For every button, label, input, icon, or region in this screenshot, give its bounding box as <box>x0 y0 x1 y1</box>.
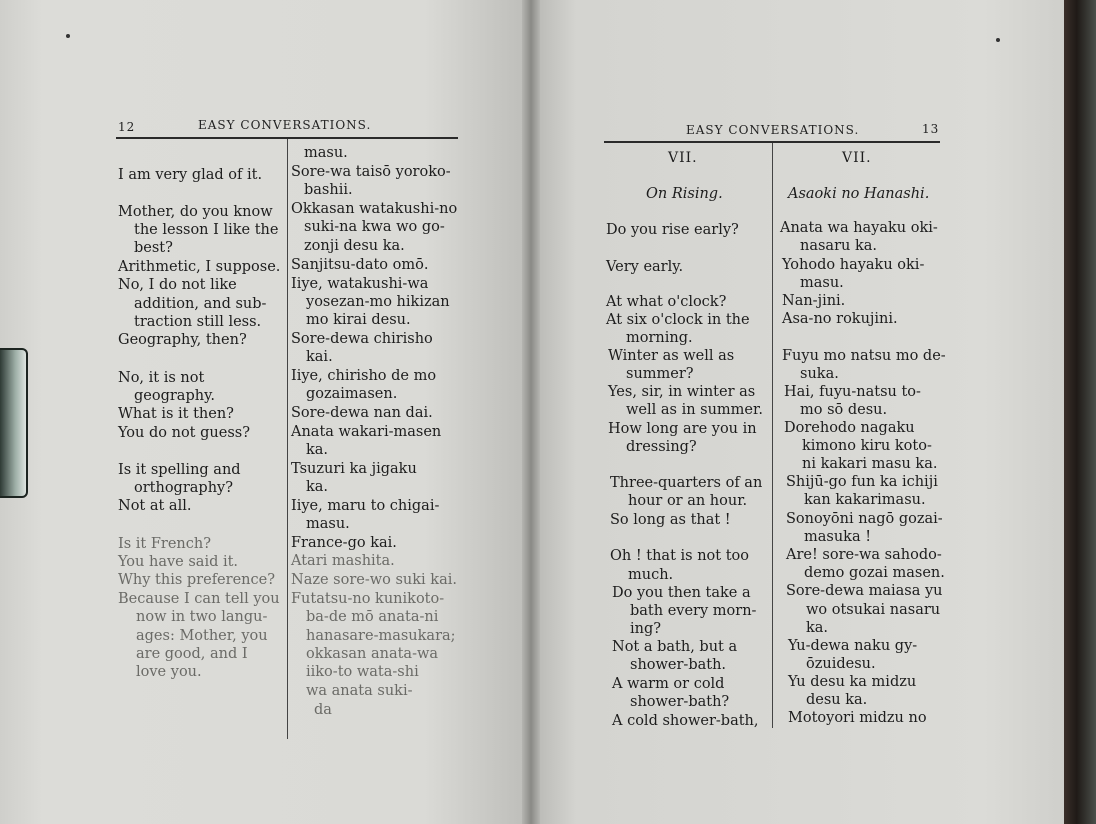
text-line: A warm or cold <box>612 676 725 692</box>
text-line: A cold shower-bath, <box>612 713 759 729</box>
text-line: masu. <box>800 275 844 291</box>
text-line: Yes, sir, in winter as <box>608 384 756 400</box>
text-line: masu. <box>306 516 350 532</box>
section-title-jp: Asaoki no Hanashi. <box>788 186 930 202</box>
text-line: ba-de mō anata-ni <box>306 609 439 625</box>
text-line: Anata wakari-masen <box>291 424 442 440</box>
text-line: Sanjitsu-dato omō. <box>291 257 429 273</box>
left-column-divider <box>287 139 288 739</box>
book-gutter <box>522 0 540 824</box>
right-page-number: 13 <box>922 122 940 136</box>
text-line: mo sō desu. <box>800 402 888 418</box>
text-line: ka. <box>306 479 329 495</box>
text-line: ōzuidesu. <box>806 656 876 672</box>
text-line: orthography? <box>134 480 234 496</box>
text-line: kai. <box>306 349 333 365</box>
text-line: France-go kai. <box>291 535 397 551</box>
text-line: Asa-no rokujini. <box>782 311 898 327</box>
text-line: Not a bath, but a <box>612 639 738 655</box>
text-line: Motoyori midzu no <box>788 710 927 726</box>
right-running-head: EASY CONVERSATIONS. <box>686 123 860 137</box>
text-line: mo kirai desu. <box>306 312 411 328</box>
text-line: Tsuzuri ka jigaku <box>291 461 417 477</box>
text-line: gozaimasen. <box>306 386 398 402</box>
text-line: Winter as well as <box>608 348 735 364</box>
text-line: suki-na kwa wo go- <box>304 219 445 235</box>
text-line: Do you rise early? <box>606 222 739 238</box>
section-number-en: VII. <box>668 150 698 166</box>
text-line: love you. <box>136 664 202 680</box>
text-line: Not at all. <box>118 498 192 514</box>
text-line: Yu-dewa naku gy- <box>788 638 918 654</box>
text-line: Iiye, watakushi-wa <box>291 276 429 292</box>
text-line: Are! sore-wa sahodo- <box>786 547 942 563</box>
text-line: Shijū-go fun ka ichiji <box>786 474 938 490</box>
text-line: geography. <box>134 388 215 404</box>
text-line: are good, and I <box>136 646 248 662</box>
text-line: dressing? <box>626 439 697 455</box>
text-line: shower-bath? <box>630 694 730 710</box>
text-line: You do not guess? <box>118 425 250 441</box>
text-line: well as in summer. <box>626 402 763 418</box>
text-line: wa anata suki- <box>306 683 413 699</box>
text-line: Is it French? <box>118 536 211 552</box>
text-line: Three-quarters of an <box>610 475 763 491</box>
text-line: the lesson I like the <box>134 222 279 238</box>
text-line: Sonoyōni nagō gozai- <box>786 511 943 527</box>
text-line: ing? <box>630 621 662 637</box>
text-line: Sore-dewa chirisho <box>291 331 433 347</box>
text-line: What is it then? <box>118 406 234 422</box>
text-line: Naze sore-wo suki kai. <box>291 572 457 588</box>
text-line: addition, and sub- <box>134 296 267 312</box>
text-line: Sore-dewa maiasa yu <box>786 583 943 599</box>
text-line: okkasan anata-wa <box>306 646 439 662</box>
left-running-head: EASY CONVERSATIONS. <box>198 118 372 132</box>
text-line: hour or an hour. <box>628 493 748 509</box>
text-line: At six o'clock in the <box>606 312 750 328</box>
text-line: bath every morn- <box>630 603 757 619</box>
text-line: Hai, fuyu-natsu to- <box>784 384 921 400</box>
text-line: Do you then take a <box>612 585 751 601</box>
text-line: No, it is not <box>118 370 205 386</box>
section-number-jp: VII. <box>842 150 872 166</box>
text-line: morning. <box>626 330 693 346</box>
text-line: best? <box>134 240 173 256</box>
page-clip <box>0 348 28 498</box>
text-line: now in two langu- <box>136 609 268 625</box>
text-line: Yohodo hayaku oki- <box>782 257 925 273</box>
text-line: Futatsu-no kunikoto- <box>291 591 445 607</box>
text-line: wo otsukai nasaru <box>806 602 941 618</box>
text-line: ni kakari masu ka. <box>802 456 938 472</box>
text-line: zonji desu ka. <box>304 238 405 254</box>
text-line: Anata wa hayaku oki- <box>780 220 938 236</box>
text-line: da <box>314 702 332 718</box>
text-line: Is it spelling and <box>118 462 241 478</box>
text-line: Nan-jini. <box>782 293 846 309</box>
text-line: masu. <box>304 145 348 161</box>
text-line: You have said it. <box>118 554 239 570</box>
text-line: iiko-to wata-shi <box>306 664 419 680</box>
text-line: ka. <box>306 442 329 458</box>
right-column-divider <box>772 143 773 728</box>
text-line: shower-bath. <box>630 657 727 673</box>
page-speck <box>66 34 70 38</box>
text-line: Very early. <box>606 259 684 275</box>
text-line: Atari mashita. <box>291 553 395 569</box>
text-line: desu ka. <box>806 692 868 708</box>
text-line: ages: Mother, you <box>136 628 268 644</box>
text-line: I am very glad of it. <box>118 167 263 183</box>
book-cover-edge <box>1064 0 1096 824</box>
text-line: Sore-wa taisō yoroko- <box>291 164 451 180</box>
text-line: nasaru ka. <box>800 238 877 254</box>
text-line: demo gozai masen. <box>804 565 945 581</box>
text-line: At what o'clock? <box>606 294 727 310</box>
text-line: suka. <box>800 366 839 382</box>
text-line: masuka ! <box>804 529 872 545</box>
text-line: Arithmetic, I suppose. <box>118 259 281 275</box>
text-line: yosezan-mo hikizan <box>306 294 450 310</box>
text-line: Iiye, maru to chigai- <box>291 498 440 514</box>
section-title-en: On Rising. <box>646 186 723 202</box>
text-line: much. <box>628 567 674 583</box>
text-line: Iiye, chirisho de mo <box>291 368 437 384</box>
text-line: Fuyu mo natsu mo de- <box>782 348 946 364</box>
text-line: So long as that ! <box>610 512 731 528</box>
text-line: How long are you in <box>608 421 757 437</box>
text-line: Why this preference? <box>118 572 275 588</box>
text-line: kan kakarimasu. <box>804 492 926 508</box>
text-line: Sore-dewa nan dai. <box>291 405 433 421</box>
page-speck <box>996 38 1000 42</box>
left-page-number: 12 <box>118 120 136 134</box>
text-line: hanasare-masukara; <box>306 628 456 644</box>
text-line: bashii. <box>304 182 353 198</box>
text-line: Oh ! that is not too <box>610 548 749 564</box>
text-line: traction still less. <box>134 314 262 330</box>
text-line: summer? <box>626 366 694 382</box>
text-line: Dorehodo nagaku <box>784 420 915 436</box>
text-line: Yu desu ka midzu <box>788 674 917 690</box>
text-line: ka. <box>806 620 829 636</box>
text-line: Geography, then? <box>118 332 247 348</box>
text-line: Mother, do you know <box>118 204 273 220</box>
text-line: Because I can tell you <box>118 591 280 607</box>
text-line: kimono kiru koto- <box>802 438 932 454</box>
text-line: No, I do not like <box>118 277 237 293</box>
text-line: Okkasan watakushi-no <box>291 201 458 217</box>
